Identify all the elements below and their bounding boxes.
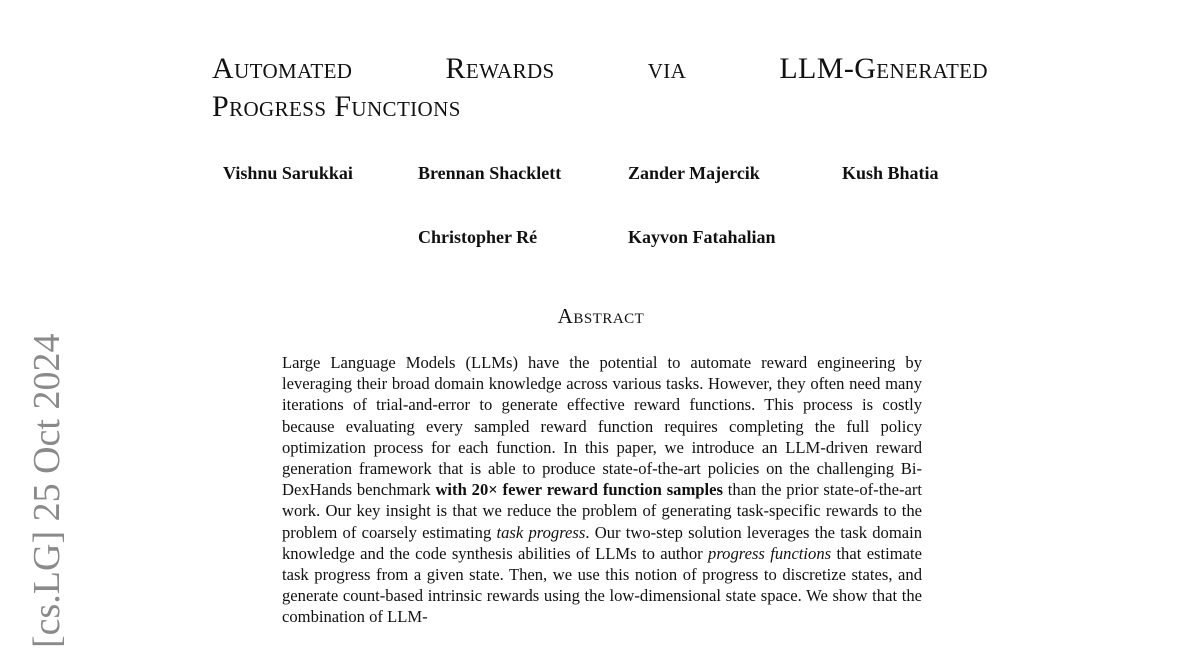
abstract-emphasis-italic: progress functions — [708, 543, 832, 563]
author-name: Zander Majercik — [628, 163, 760, 183]
author-name: Christopher Ré — [418, 227, 538, 247]
abstract-emphasis-italic: task progress — [496, 522, 586, 542]
abstract-segment: . Our two-step solution leverages the task domain knowledge and the code synthesis abilities of LLMs to author — [282, 522, 922, 563]
title-word: via — [647, 52, 687, 85]
arxiv-identifier: [cs.LG] 25 Oct 2024 — [26, 333, 68, 648]
author-list — [0, 0, 1200, 260]
abstract-segment: than the prior state-of-the-art work. Our key insight is that we reduce the problem of generating task-specific rewards to the problem of coarsely estimating — [282, 480, 922, 542]
title-word: Rewards — [445, 52, 555, 85]
author-name: Brennan Shacklett — [418, 163, 562, 183]
author-name: Kayvon Fatahalian — [628, 227, 776, 247]
abstract-heading: Abstract — [557, 304, 645, 328]
title-word: Automated — [212, 52, 353, 85]
abstract-text — [282, 352, 922, 648]
author-name: Vishnu Sarukkai — [223, 163, 353, 183]
abstract-segment: that estimate task progress from a given state. Then, we use this notion of progress to discretize states, and generate count-based intrinsic rewards using the low-dimensional state space. We show that the combination of LLM- — [282, 543, 922, 627]
arxiv-side-stamp — [26, 312, 68, 648]
abstract-emphasis-bold: with 20× fewer reward function samples — [435, 480, 723, 500]
author-name: Kush Bhatia — [842, 163, 939, 183]
abstract-segment: Large Language Models (LLMs) have the potential to automate reward engineering by leveraging their broad domain knowledge across various tasks. However, they often need many iterations of trial-and-error to generate effective reward functions. This process is costly because evaluating every sampled reward function requires completing the full policy optimization process for each function. In this paper, we introduce an LLM-driven reward generation framework that is able to produce state-of-the-art policies on the challenging Bi-DexHands benchmark — [282, 353, 922, 500]
title-line-2: Progress Functions — [212, 90, 461, 123]
title-word: LLM-Generated — [779, 52, 988, 85]
